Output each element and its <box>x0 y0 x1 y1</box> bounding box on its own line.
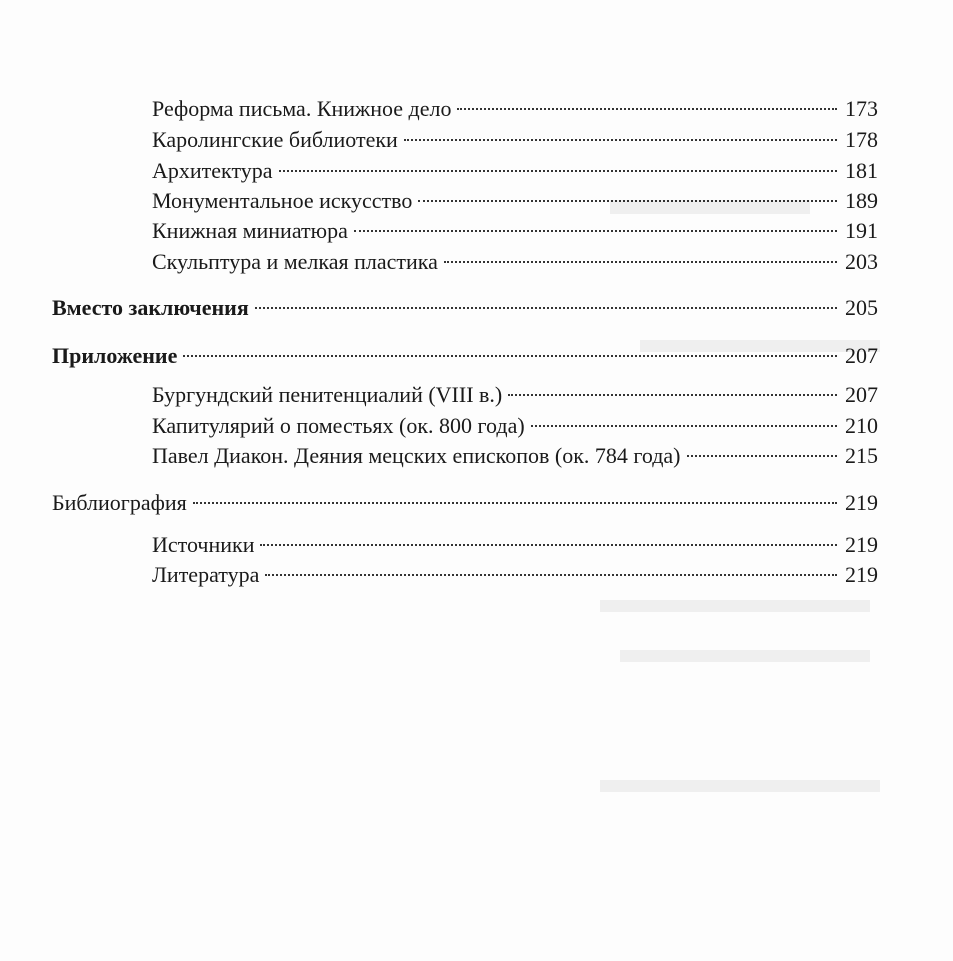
toc-entry-title: Павел Диакон. Деяния мецских епископов (ок. 784 года) <box>152 443 681 468</box>
toc-entry <box>152 156 878 186</box>
toc-section-page: 219 <box>845 490 878 515</box>
dot-leader <box>418 200 837 202</box>
toc-entry-page: 219 <box>845 532 878 557</box>
toc-entry-page: 178 <box>845 127 878 152</box>
toc-entry-page: 219 <box>845 562 878 587</box>
toc-section-title: Вместо заключения <box>52 295 249 320</box>
toc-entry-title: Капитулярий о поместьях (ок. 800 года) <box>152 413 525 438</box>
toc-entry-page: 173 <box>845 96 878 121</box>
dot-leader <box>260 544 837 546</box>
toc-entry-page: 191 <box>845 218 878 243</box>
toc-entry-title: Архитектура <box>152 158 273 183</box>
toc-entry-title: Бургундский пенитенциалий (VIII в.) <box>152 382 503 407</box>
toc-entry-title: Реформа письма. Книжное дело <box>152 96 452 121</box>
dot-leader <box>531 425 837 427</box>
dot-leader <box>508 394 837 396</box>
dot-leader <box>354 230 837 232</box>
toc-entry <box>152 380 878 410</box>
toc-section-page: 207 <box>845 343 878 368</box>
dot-leader <box>444 261 837 263</box>
toc-entry-title: Каролингские библиотеки <box>152 127 398 152</box>
toc-section <box>52 293 878 323</box>
toc-entry-page: 207 <box>845 382 878 407</box>
dot-leader <box>279 170 837 172</box>
toc-entry <box>152 530 878 560</box>
dot-leader <box>265 574 837 576</box>
toc-section <box>52 341 878 371</box>
toc-entry-title: Литература <box>152 562 260 587</box>
toc-entry-page: 210 <box>845 413 878 438</box>
toc-entry <box>152 216 878 246</box>
toc-entry-page: 203 <box>845 249 878 274</box>
toc-entry-title: Книжная миниатюра <box>152 218 348 243</box>
toc-entry-page: 215 <box>845 443 878 468</box>
toc-section-page: 205 <box>845 295 878 320</box>
dot-leader <box>183 355 837 357</box>
toc-entry <box>152 441 878 471</box>
toc-entry-page: 189 <box>845 188 878 213</box>
toc-entry <box>152 186 878 216</box>
toc-entry <box>152 411 878 441</box>
dot-leader <box>404 139 837 141</box>
toc-entry-title: Скульптура и мелкая пластика <box>152 249 438 274</box>
dot-leader <box>687 455 837 457</box>
toc-entry <box>152 94 878 124</box>
toc-entry-page: 181 <box>845 158 878 183</box>
toc-section <box>52 488 878 518</box>
dot-leader <box>457 108 837 110</box>
toc-section-title: Приложение <box>52 343 178 368</box>
toc-entry <box>152 247 878 277</box>
toc-entry <box>152 560 878 590</box>
toc-section-title: Библиография <box>52 490 187 515</box>
toc-entry-title: Монументальное искусство <box>152 188 413 213</box>
toc-entry-title: Источники <box>152 532 255 557</box>
dot-leader <box>255 307 837 309</box>
dot-leader <box>193 502 837 504</box>
toc-entry <box>152 125 878 155</box>
